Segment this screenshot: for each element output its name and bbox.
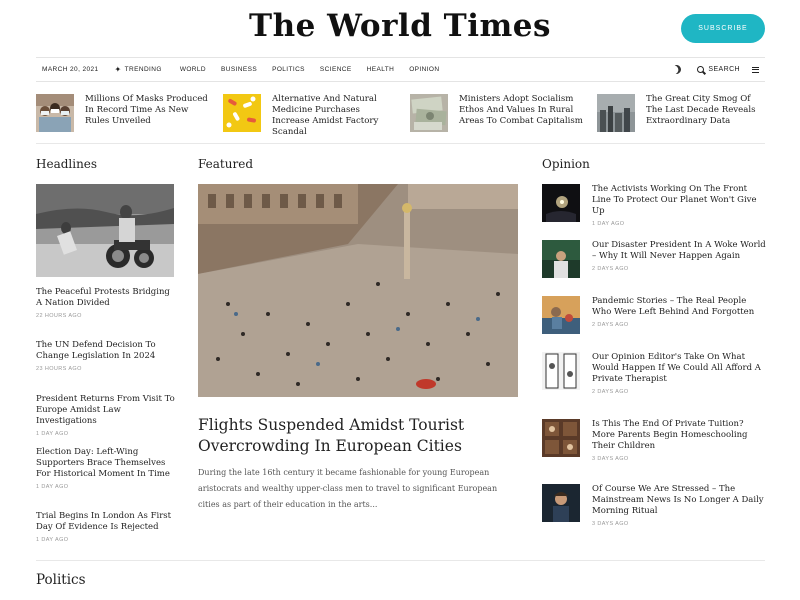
- stress-thumbnail: [542, 484, 580, 522]
- masthead: [0, 0, 800, 56]
- opinion-body: [592, 240, 767, 278]
- opinion-body: [592, 352, 767, 395]
- search-label: SEARCH: [708, 66, 740, 73]
- top-story-title: Ministers Adopt Socialism Ethos And Values In Rural Areas To Combat Capitalism: [459, 94, 583, 126]
- nav-link-world[interactable]: WORLD: [179, 66, 207, 73]
- headline-image[interactable]: [36, 184, 174, 277]
- politics-heading: Politics: [36, 572, 86, 588]
- headline-title: The UN Defend Decision To Change Legislation In 2024: [36, 340, 156, 361]
- search-button[interactable]: [697, 66, 740, 73]
- opinion-title: Our Opinion Editor's Take On What Would Happen If We Could All Afford A Private Therapist: [592, 352, 761, 384]
- opinion-body: [592, 484, 767, 527]
- menu-icon[interactable]: [752, 67, 759, 73]
- headline-title: The Peaceful Protests Bridging A Nation Divided: [36, 287, 170, 308]
- opinion-item[interactable]: [542, 184, 767, 227]
- pandemic-thumbnail: [542, 296, 580, 334]
- current-date: MARCH 20, 2021: [42, 66, 99, 73]
- top-story-item[interactable]: [36, 94, 211, 134]
- opinion-item[interactable]: [542, 352, 767, 395]
- masks-thumbnail: [36, 94, 74, 132]
- top-story-title: Alternative And Natural Medicine Purchases Increase Amidst Factory Scandal: [272, 94, 379, 137]
- site-logo[interactable]: The World Times: [249, 8, 551, 44]
- headline-item[interactable]: [36, 447, 176, 490]
- featured-heading: Featured: [198, 157, 253, 171]
- nav-link-science[interactable]: SCIENCE: [319, 66, 352, 73]
- headline-title: Trial Begins In London As First Day Of Evidence Is Rejected: [36, 511, 172, 532]
- featured-title[interactable]: Flights Suspended Amidst Tourist Overcrowding In European Cities: [198, 416, 465, 455]
- search-icon: [697, 66, 704, 73]
- top-story-item[interactable]: [597, 94, 765, 134]
- opinion-item[interactable]: [542, 296, 767, 334]
- opinion-time: 2 DAYS AGO: [592, 266, 629, 272]
- headline-item[interactable]: [36, 394, 176, 437]
- opinion-item[interactable]: [542, 484, 767, 527]
- headline-time: 23 HOURS AGO: [36, 366, 82, 372]
- opinion-title: Pandemic Stories – The Real People Who Were Left Behind And Forgotten: [592, 296, 755, 317]
- headline-title: President Returns From Visit To Europe Amidst Law Investigations: [36, 394, 175, 426]
- opinion-title: Of Course We Are Stressed – The Mainstream News Is No Longer A Daily Morning Ritual: [592, 484, 764, 516]
- nav-link-opinion[interactable]: OPINION: [409, 66, 440, 73]
- homeschooling-thumbnail: [542, 419, 580, 457]
- headline-item[interactable]: [36, 287, 176, 319]
- headline-time: 1 DAY AGO: [36, 537, 69, 543]
- opinion-body: [592, 296, 767, 334]
- pills-thumbnail: [223, 94, 261, 132]
- top-story-title: Millions Of Masks Produced In Record Time As New Rules Unveiled: [85, 94, 208, 126]
- headline-item[interactable]: [36, 511, 176, 543]
- nav-link-politics[interactable]: POLITICS: [272, 66, 305, 73]
- trending-icon: ✦: [114, 65, 122, 74]
- headlines-heading: Headlines: [36, 157, 98, 171]
- opinion-title: Is This The End Of Private Tuition? More Parents Begin Homeschooling Their Children: [592, 419, 748, 451]
- trending-link[interactable]: [115, 65, 162, 74]
- top-story-item[interactable]: [223, 94, 398, 137]
- opinion-time: 3 DAYS AGO: [592, 521, 629, 527]
- headline-title: Election Day: Left-Wing Supporters Brace Themselves For Historical Moment In Time: [36, 447, 170, 479]
- opinion-title: Our Disaster President In A Woke World – Why It Will Never Happen Again: [592, 240, 766, 261]
- nav-link-health[interactable]: HEALTH: [366, 66, 395, 73]
- opinion-heading: Opinion: [542, 157, 590, 171]
- nav-right-tools: [672, 65, 765, 74]
- featured-excerpt: During the late 16th century it became fashionable for young European aristocrats and wealthy upper-class men to travel to significant European cities as part of their education in the arts...: [198, 468, 498, 509]
- activists-thumbnail: [542, 184, 580, 222]
- city-smog-thumbnail: [597, 94, 635, 132]
- dark-mode-icon[interactable]: [671, 63, 683, 75]
- opinion-time: 2 DAYS AGO: [592, 322, 629, 328]
- nav-link-business[interactable]: BUSINESS: [221, 66, 258, 73]
- opinion-time: 1 DAY AGO: [592, 221, 625, 227]
- president-thumbnail: [542, 240, 580, 278]
- headline-time: 22 HOURS AGO: [36, 313, 82, 319]
- section-divider: [36, 560, 765, 561]
- opinion-time: 3 DAYS AGO: [592, 456, 629, 462]
- opinion-item[interactable]: [542, 419, 767, 462]
- trending-label: TRENDING: [124, 66, 162, 73]
- top-story-item[interactable]: [410, 94, 585, 134]
- headline-item[interactable]: [36, 340, 176, 372]
- opinion-body: [592, 419, 767, 462]
- opinion-title: The Activists Working On The Front Line To Protect Our Planet Won't Give Up: [592, 184, 757, 216]
- headline-time: 1 DAY AGO: [36, 431, 69, 437]
- money-thumbnail: [410, 94, 448, 132]
- opinion-time: 2 DAYS AGO: [592, 389, 629, 395]
- opinion-item[interactable]: [542, 240, 767, 278]
- subscribe-button[interactable]: SUBSCRIBE: [681, 14, 765, 43]
- featured-image[interactable]: [198, 184, 518, 397]
- top-stories-strip: [36, 90, 765, 144]
- headline-time: 1 DAY AGO: [36, 484, 69, 490]
- top-story-title: The Great City Smog Of The Last Decade Reveals Extraordinary Data: [646, 94, 756, 126]
- opinion-body: [592, 184, 767, 227]
- nav-bar: [36, 57, 765, 82]
- therapist-thumbnail: [542, 352, 580, 390]
